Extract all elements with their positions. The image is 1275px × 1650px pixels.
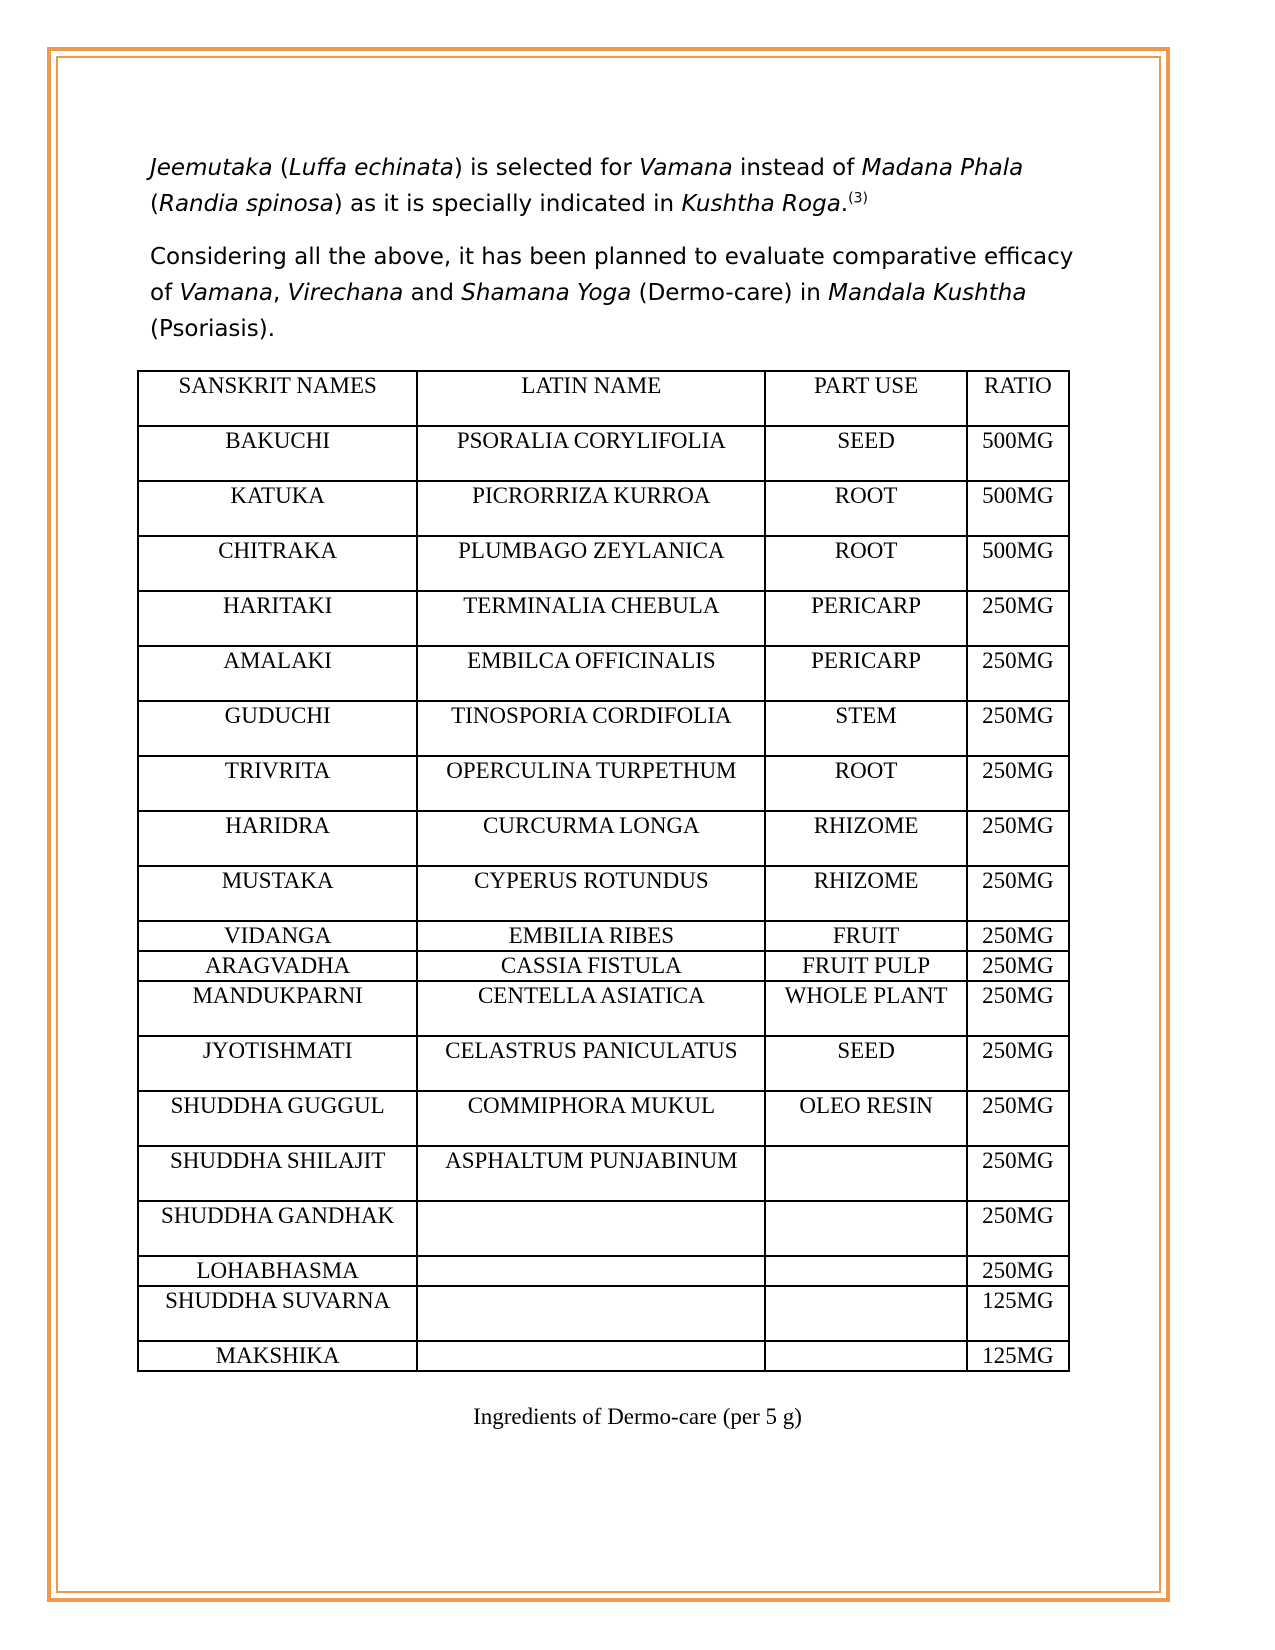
table-row [138, 1036, 1069, 1091]
latin-name-cell: CELASTRUS PANICULATUS [417, 1036, 765, 1091]
part-use-cell: SEED [765, 1036, 966, 1091]
ratio-cell: 125MG [967, 1341, 1069, 1371]
sanskrit-name-cell: KATUKA [138, 481, 417, 536]
ratio-cell: 250MG [967, 866, 1069, 921]
latin-name-cell [417, 1341, 765, 1371]
part-use-cell [765, 1286, 966, 1341]
table-row [138, 866, 1069, 921]
sanskrit-name-cell: ARAGVADHA [138, 951, 417, 981]
ratio-cell: 250MG [967, 1091, 1069, 1146]
table-caption: Ingredients of Dermo-care (per 5 g) [473, 1404, 802, 1429]
table-row [138, 646, 1069, 701]
part-use-cell: FRUIT [765, 921, 966, 951]
plan-paragraph: Considering all the above, it has been planned to evaluate comparative efficacy of Vamana, Virechana and Shamana Yoga (Dermo-care) in Mandala Kushtha (Psoriasis). [150, 244, 1074, 342]
part-use-cell: RHIZOME [765, 811, 966, 866]
table-row [138, 1146, 1069, 1201]
ratio-cell: 250MG [967, 981, 1069, 1036]
part-use-cell: PERICARP [765, 646, 966, 701]
intro-paragraph: Jeemutaka (Luffa echinata) is selected for Vamana instead of Madana Phala (Randia spinosa) as it is specially indicated in Kushtha Roga.$^{(3)}$ [150, 155, 1024, 217]
header-ratio: RATIO [967, 371, 1069, 426]
sanskrit-name-cell: VIDANGA [138, 921, 417, 951]
latin-name-cell: CYPERUS ROTUNDUS [417, 866, 765, 921]
ratio-cell: 250MG [967, 951, 1069, 981]
part-use-cell: ROOT [765, 756, 966, 811]
ratio-cell: 250MG [967, 811, 1069, 866]
part-use-cell: WHOLE PLANT [765, 981, 966, 1036]
table-row [138, 756, 1069, 811]
sanskrit-name-cell: MANDUKPARNI [138, 981, 417, 1036]
part-use-cell: FRUIT PULP [765, 951, 966, 981]
part-use-cell [765, 1341, 966, 1371]
part-use-cell [765, 1146, 966, 1201]
table-row [138, 1201, 1069, 1256]
sanskrit-name-cell: SHUDDHA SHILAJIT [138, 1146, 417, 1201]
sanskrit-name-cell: JYOTISHMATI [138, 1036, 417, 1091]
latin-name-cell: EMBILCA OFFICINALIS [417, 646, 765, 701]
ratio-cell: 500MG [967, 536, 1069, 591]
latin-name-cell: COMMIPHORA MUKUL [417, 1091, 765, 1146]
ratio-cell: 250MG [967, 701, 1069, 756]
part-use-cell: ROOT [765, 481, 966, 536]
sanskrit-name-cell: HARIDRA [138, 811, 417, 866]
latin-name-cell [417, 1256, 765, 1286]
sanskrit-name-cell: CHITRAKA [138, 536, 417, 591]
sanskrit-name-cell: LOHABHASMA [138, 1256, 417, 1286]
table-row [138, 981, 1069, 1036]
header-part-use: PART USE [765, 371, 966, 426]
sanskrit-name-cell: MAKSHIKA [138, 1341, 417, 1371]
sanskrit-name-cell: SHUDDHA GANDHAK [138, 1201, 417, 1256]
table-row [138, 481, 1069, 536]
latin-name-cell: TERMINALIA CHEBULA [417, 591, 765, 646]
ratio-cell: 250MG [967, 591, 1069, 646]
header-sanskrit-names: SANSKRIT NAMES [138, 371, 417, 426]
sanskrit-name-cell: TRIVRITA [138, 756, 417, 811]
sanskrit-name-cell: AMALAKI [138, 646, 417, 701]
latin-name-cell: OPERCULINA TURPETHUM [417, 756, 765, 811]
sanskrit-name-cell: HARITAKI [138, 591, 417, 646]
part-use-cell: OLEO RESIN [765, 1091, 966, 1146]
latin-name-cell: TINOSPORIA CORDIFOLIA [417, 701, 765, 756]
table-row [138, 701, 1069, 756]
ingredients-table [137, 370, 1070, 1372]
table-row [138, 1256, 1069, 1286]
ratio-cell: 250MG [967, 1036, 1069, 1091]
latin-name-cell: CENTELLA ASIATICA [417, 981, 765, 1036]
ratio-cell: 500MG [967, 426, 1069, 481]
table-row [138, 811, 1069, 866]
table-row [138, 951, 1069, 981]
latin-name-cell: ASPHALTUM PUNJABINUM [417, 1146, 765, 1201]
part-use-cell: ROOT [765, 536, 966, 591]
part-use-cell: RHIZOME [765, 866, 966, 921]
sanskrit-name-cell: GUDUCHI [138, 701, 417, 756]
table-row [138, 1341, 1069, 1371]
table-row [138, 921, 1069, 951]
latin-name-cell: EMBILIA RIBES [417, 921, 765, 951]
ratio-cell: 250MG [967, 1146, 1069, 1201]
sanskrit-name-cell: SHUDDHA SUVARNA [138, 1286, 417, 1341]
ratio-cell: 250MG [967, 921, 1069, 951]
ratio-cell: 125MG [967, 1286, 1069, 1341]
table-row [138, 426, 1069, 481]
latin-name-cell: PICRORRIZA KURROA [417, 481, 765, 536]
part-use-cell: PERICARP [765, 591, 966, 646]
table-row [138, 536, 1069, 591]
latin-name-cell [417, 1286, 765, 1341]
latin-name-cell: PLUMBAGO ZEYLANICA [417, 536, 765, 591]
header-latin-name: LATIN NAME [417, 371, 765, 426]
ratio-cell: 250MG [967, 1201, 1069, 1256]
table-header-row [138, 371, 1069, 426]
sanskrit-name-cell: MUSTAKA [138, 866, 417, 921]
latin-name-cell: CASSIA FISTULA [417, 951, 765, 981]
citation-superscript: (3) [848, 190, 868, 207]
part-use-cell [765, 1201, 966, 1256]
ratio-cell: 250MG [967, 646, 1069, 701]
ratio-cell: 250MG [967, 1256, 1069, 1286]
ratio-cell: 250MG [967, 756, 1069, 811]
ratio-cell: 500MG [967, 481, 1069, 536]
part-use-cell [765, 1256, 966, 1286]
latin-name-cell: CURCURMA LONGA [417, 811, 765, 866]
table-row [138, 1091, 1069, 1146]
latin-name-cell [417, 1201, 765, 1256]
sanskrit-name-cell: SHUDDHA GUGGUL [138, 1091, 417, 1146]
sanskrit-name-cell: BAKUCHI [138, 426, 417, 481]
latin-name-cell: PSORALIA CORYLIFOLIA [417, 426, 765, 481]
table-row [138, 591, 1069, 646]
part-use-cell: STEM [765, 701, 966, 756]
part-use-cell: SEED [765, 426, 966, 481]
table-row [138, 1286, 1069, 1341]
